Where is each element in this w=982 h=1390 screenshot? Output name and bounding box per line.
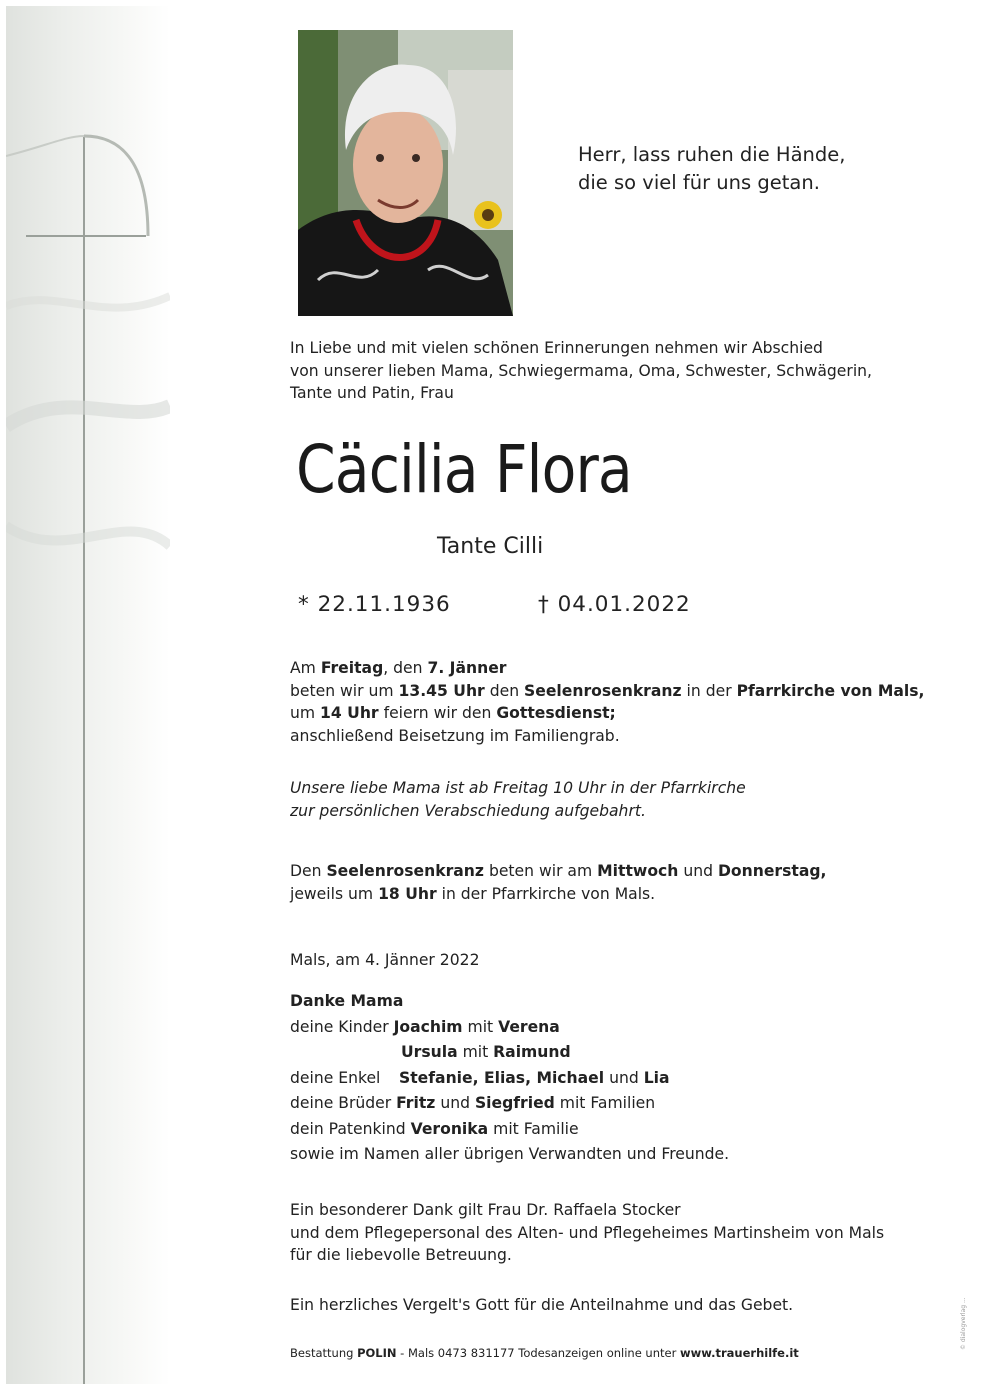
bold-span: Verena <box>498 1017 560 1036</box>
rosary-line <box>290 883 826 906</box>
text-span: mit <box>462 1017 499 1036</box>
place-date: Mals, am 4. Jänner 2022 <box>290 951 480 969</box>
text-span: Den <box>290 862 327 880</box>
funeral-line <box>290 657 924 680</box>
bold-span: Mittwoch <box>597 862 679 880</box>
funeral-line <box>290 680 924 703</box>
viewing-line: Unsere liebe Mama ist ab Freitag 10 Uhr in der Pfarrkirche <box>290 779 746 797</box>
quote-line: die so viel für uns getan. <box>578 171 820 194</box>
bold-span: 14 Uhr <box>320 704 379 722</box>
mourners-list <box>290 989 729 1168</box>
bold-span: Pfarrkirche von Mals <box>736 681 919 700</box>
bold-span: Freitag <box>320 659 384 677</box>
bold-span: Seelenrosenkranz <box>326 862 484 880</box>
viewing-line: zur persönlichen Verabschiedung aufgebahrt. <box>290 801 646 820</box>
text-span: jeweils um <box>290 884 379 903</box>
text-span: , den <box>383 659 428 677</box>
mourner-line <box>290 1117 729 1143</box>
funeral-line <box>290 702 924 725</box>
thanks-line: Ein besonderer Dank gilt Frau Dr. Raffaela Stocker <box>290 1201 681 1219</box>
bold-span: Stefanie, Elias, Michael <box>399 1068 605 1087</box>
rosary-notice <box>290 860 826 905</box>
text-span: um <box>290 704 321 722</box>
rosary-line <box>290 860 826 883</box>
thanks-line: und dem Pflegepersonal des Alten- und Pflegeheimes Martinsheim von Mals <box>290 1223 885 1242</box>
text-span: und <box>435 1094 475 1112</box>
bold-span: 18 Uhr <box>378 884 437 903</box>
intro-line: In Liebe und mit vielen schönen Erinnerungen nehmen wir Abschied <box>290 339 823 357</box>
mourner-line <box>290 1040 729 1066</box>
decorative-side-band <box>6 6 170 1384</box>
text-span: und <box>604 1068 644 1087</box>
website-link[interactable]: www.trauerhilfe.it <box>679 1346 799 1360</box>
text-span: in der Pfarrkirche von Mals. <box>436 884 656 903</box>
mourner-line: sowie im Namen aller übrigen Verwandten und Freunde. <box>290 1145 730 1163</box>
intro-line: Tante und Patin, Frau <box>290 384 454 402</box>
viewing-notice <box>290 777 746 822</box>
funeral-line: anschließend Beisetzung im Familiengrab. <box>290 726 620 745</box>
text-span: mit <box>457 1043 494 1061</box>
bold-span: Siegfried <box>474 1094 555 1112</box>
bold-span: 7. Jänner <box>427 659 507 677</box>
bold-span: Ursula <box>401 1043 458 1061</box>
bible-quote <box>578 141 845 197</box>
bold-span: Veronika <box>410 1119 489 1138</box>
bold-span: , <box>918 681 925 700</box>
bold-span: Lia <box>643 1068 670 1087</box>
text-span: beten wir um <box>290 681 399 700</box>
mourner-line <box>290 1091 729 1117</box>
deceased-nickname: Tante Cilli <box>437 534 544 559</box>
text-span: mit Familie <box>488 1119 579 1138</box>
birth-date: * 22.11.1936 <box>298 592 451 617</box>
bold-span: Donnerstag, <box>717 862 827 880</box>
thanks-line: für die liebevolle Betreuung. <box>290 1246 512 1264</box>
text-span: - Mals 0473 831177 Todesanzeigen online unter <box>396 1346 680 1360</box>
portrait-photo <box>298 30 513 316</box>
bold-span: Raimund <box>493 1043 571 1061</box>
text-span: deine Brüder <box>290 1094 397 1112</box>
mourner-line <box>290 1015 729 1041</box>
text-span: Bestattung <box>290 1346 358 1360</box>
bold-span: POLIN <box>357 1346 397 1360</box>
text-span: deine Enkel <box>290 1068 381 1087</box>
text-span: beten wir am <box>483 862 598 880</box>
text-span: in der <box>681 681 737 700</box>
mourners-title <box>290 989 729 1015</box>
bold-span: Gottesdienst; <box>496 704 616 722</box>
quote-line: Herr, lass ruhen die Hände, <box>578 143 846 166</box>
death-date: † 04.01.2022 <box>538 592 691 617</box>
funeral-details <box>290 657 924 747</box>
intro-paragraph <box>290 337 872 405</box>
intro-line: von unserer lieben Mama, Schwiegermama, Oma, Schwester, Schwägerin, <box>290 361 872 380</box>
text-span: mit Familien <box>554 1094 656 1112</box>
bold-span: Seelenrosenkranz <box>524 681 682 700</box>
bold-span: 13.45 Uhr <box>398 681 485 700</box>
text-span: dein Patenkind <box>290 1119 411 1138</box>
bold-span: Danke Mama <box>290 992 404 1010</box>
deceased-name: Cäcilia Flora <box>296 431 632 508</box>
closing-line: Ein herzliches Vergelt's Gott für die Anteilnahme und das Gebet. <box>290 1296 794 1314</box>
text-span: feiern wir den <box>378 704 497 722</box>
cross-icon <box>6 6 170 1384</box>
bold-span: Fritz <box>396 1094 436 1112</box>
print-credit: © dialogverlag ... <box>960 1297 967 1350</box>
text-span: den <box>484 681 525 700</box>
text-span: Am <box>290 659 321 677</box>
mourner-line <box>290 1066 729 1092</box>
bold-span: Joachim <box>393 1017 463 1036</box>
text-span: deine Kinder <box>290 1017 394 1036</box>
thanks-paragraph <box>290 1199 884 1267</box>
footer-undertaker <box>290 1344 799 1362</box>
text-span: und <box>678 862 718 880</box>
